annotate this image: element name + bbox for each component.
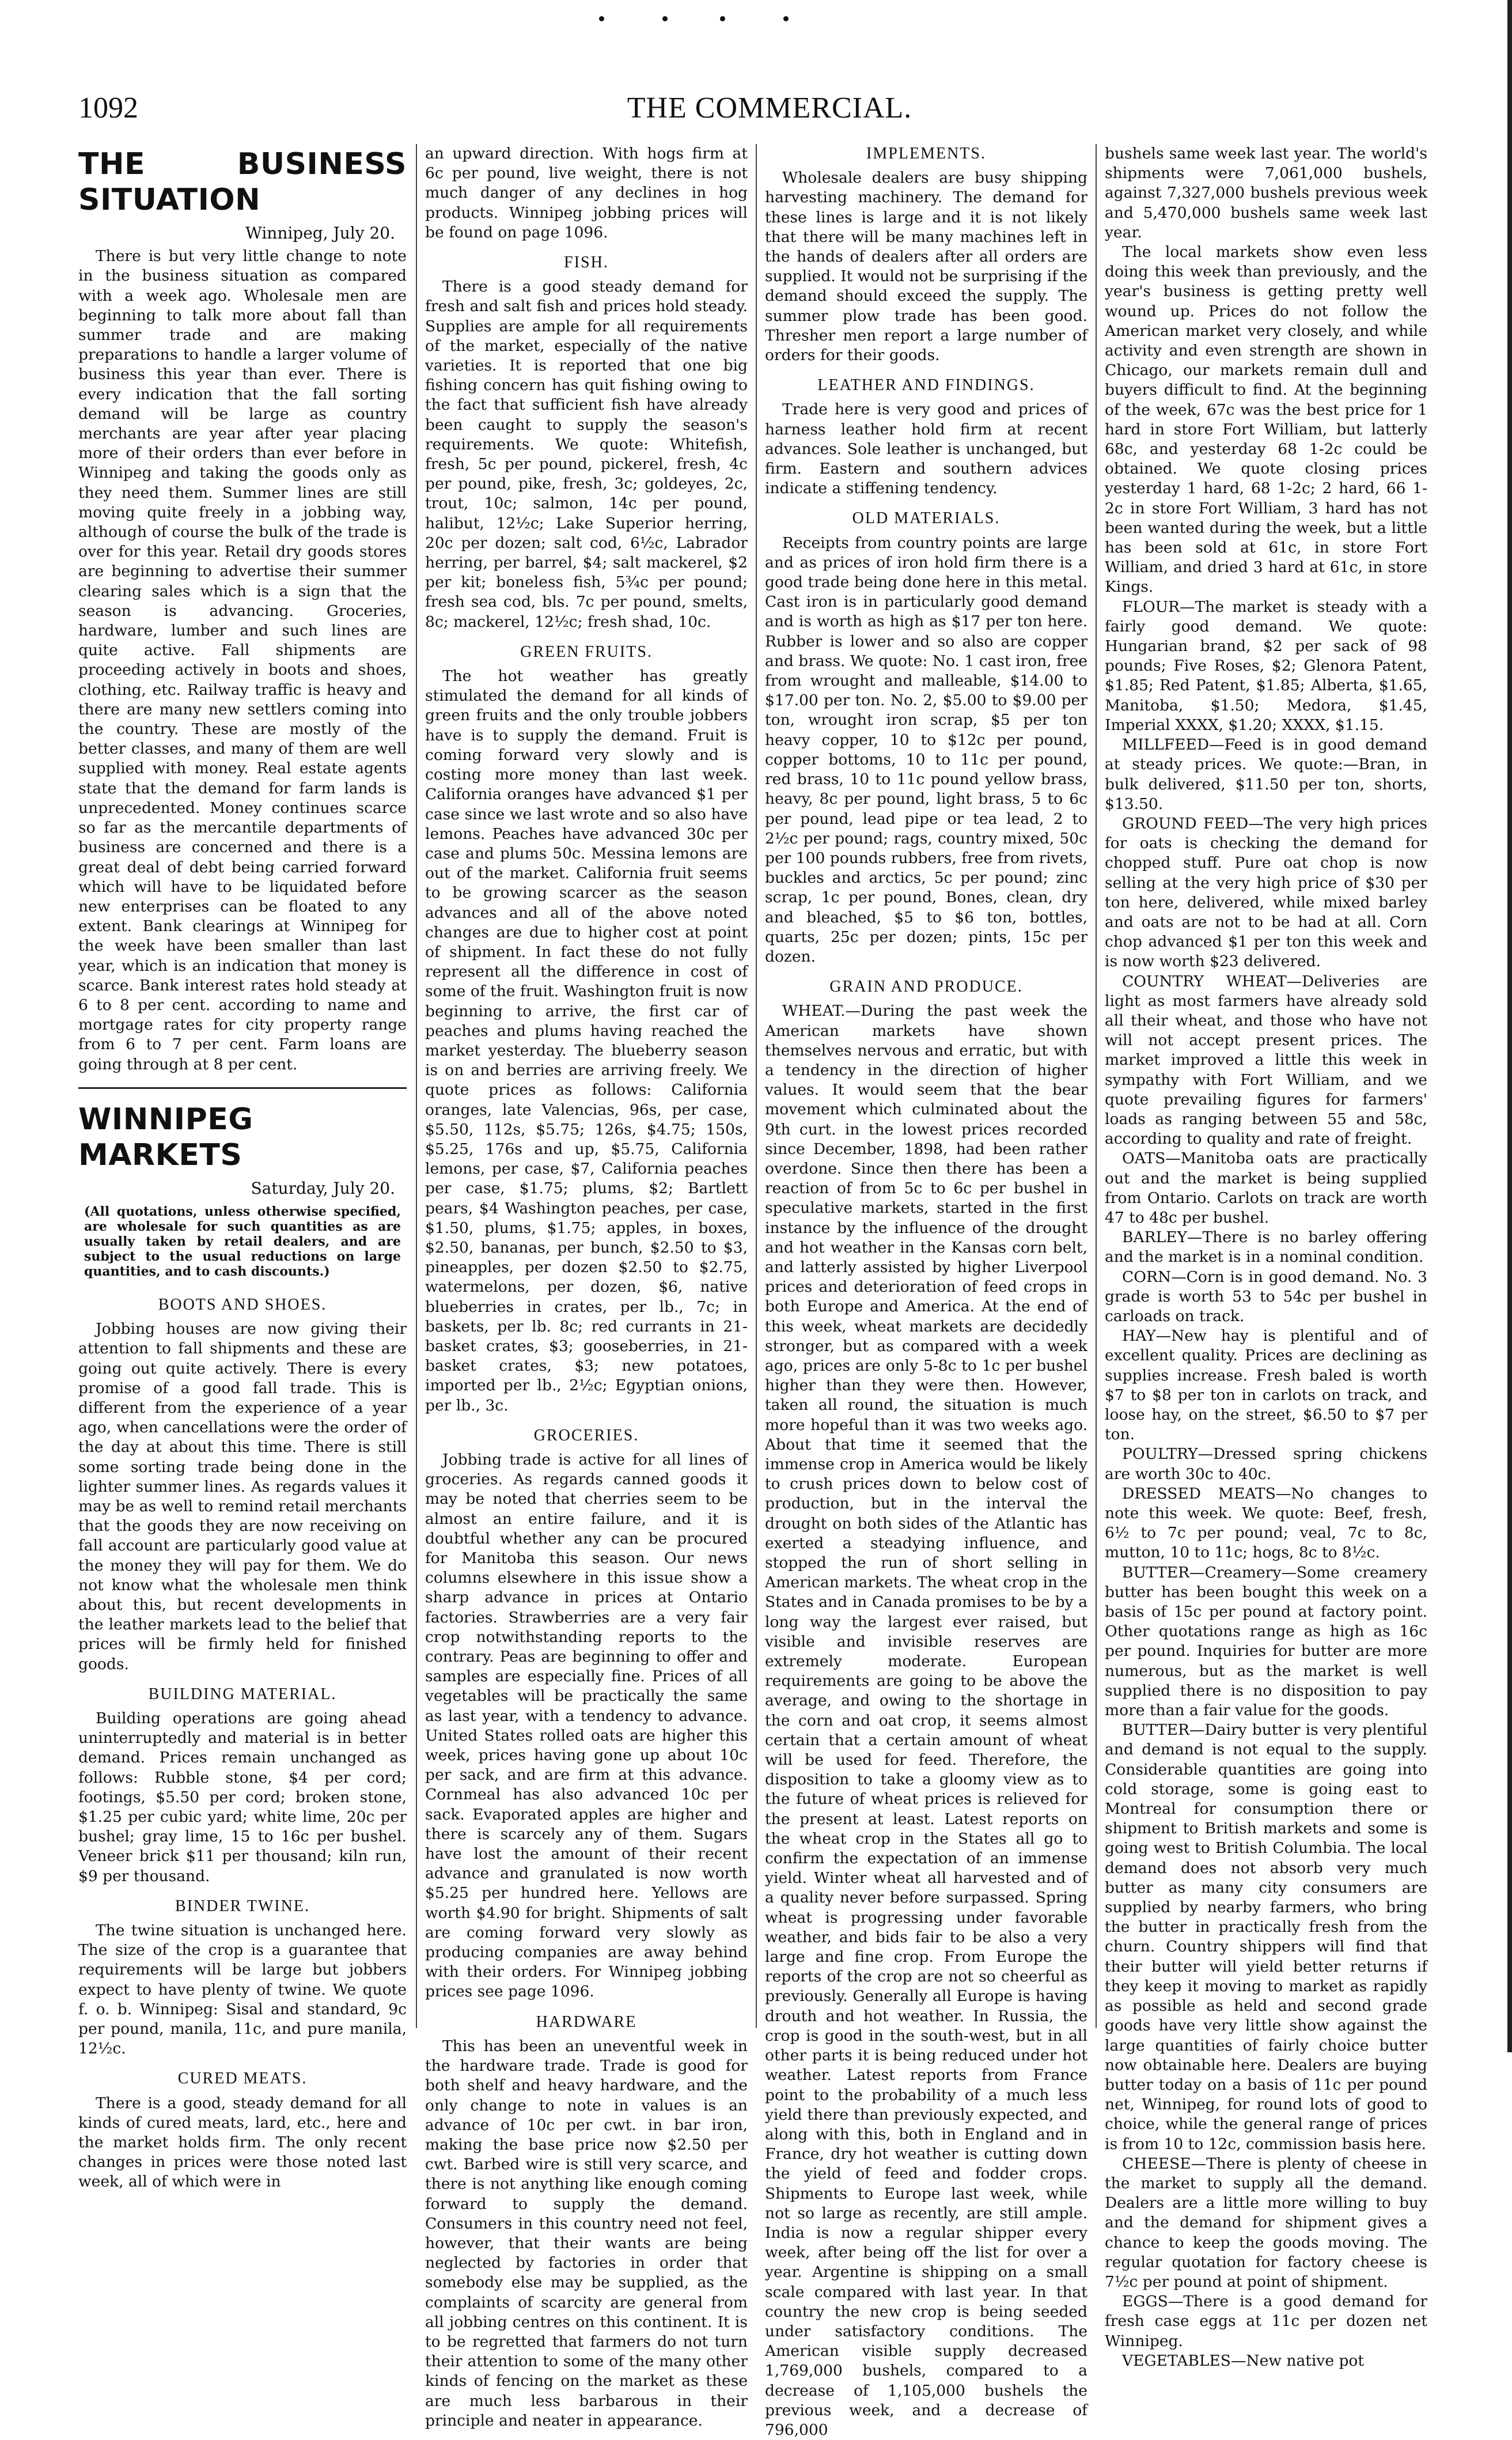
publication-title: THE COMMERCIAL. <box>627 92 912 124</box>
building-material-text: Building operations are going ahead uninterruptedly and material is in better demand. Prices remain unchanged as follows: Rubble stone, $4 per cord; footings, $5.50 per cord; broken stone, $1.25 per cubic yard; white lime, 20c per bushel; gray lime, 15 to 16c per bushel. Veneer brick $11 per thousand; kiln run, $9 per thousand. <box>78 1709 407 1885</box>
markets-dateline: Saturday, July 20. <box>251 1178 395 1198</box>
implements-heading: IMPLEMENTS. <box>866 145 986 162</box>
barley-text: BARLEY—There is no barley offering and the market is in a nominal condition. <box>1105 1228 1427 1266</box>
column-4 <box>1105 144 1427 2370</box>
leather-findings-heading: LEATHER AND FINDINGS. <box>817 376 1035 395</box>
section-rule <box>78 1087 407 1089</box>
business-situation-heading: THE BUSINESS SITUATION <box>78 147 407 217</box>
fish-text: There is a good steady demand for fresh and salt fish and prices hold steady. Supplies are ample for all requirements of the market, especially of the native varieties. It is reported that one big fishing concern has quit fishing owing to the fact that sufficient fish have already been caught to supply the season's requirements. We quote: Whitefish, fresh, 5c per pound, pickerel, fresh, 4c per pound, pike, fresh, 3c; goldeyes, 2c, trout, 10c; salmon, 14c per pound, halibut, 12½c; Lake Superior herring, 20c per dozen; salt cod, 6½c, Labrador herring, per barrel, $4; salt mackerel, $2 per kit; boneless fish, 5¾c per pound; fresh sea cod, bls. 7c per pound, smelts, 8c; mackerel, 12½c; fresh shad, 10c. <box>425 278 748 631</box>
cured-meats-continued: an upward direction. With hogs firm at 6c per pound, live weight, there is not much danger of any declines in hog products. Winnipeg jobbing prices will be found on page 1096. <box>425 145 748 241</box>
hay-text: HAY—New hay is plentiful and of excellent quality. Prices are declining as supplies increase. Fresh baled is worth $7 to $8 per ton in carlots on track, and loose hay, on the street, $6.50 to $7 per ton. <box>1105 1327 1427 1444</box>
green-fruits-heading: GREEN FRUITS. <box>520 642 653 661</box>
grain-produce-text: WHEAT.—During the past week the American markets have shown themselves nervous and erratic, but with a tendency in the direction of higher values. It would seem that the bear movement which culminated about the 9th curt. in the lowest prices recorded since December, 1898, had been rather overdone. Since then there has been a reaction of from 5c to 6c per bushel in speculative markets, started in the first instance by the influence of the drought and hot weather in the Kansas corn belt, and latterly assisted by higher Liverpool prices and deterioration of feed crops in both Europe and America. At the end of this week, wheat markets are decidedly stronger, but as compared with a week ago, prices are only 5-8c to 1c per bushel higher than they were then. However, taken all round, the situation is much more hopeful than it was two weeks ago. About that time it seemed that the immense crop in America would be likely to crush prices down to below cost of production, but in the interval the drought on both sides of the Atlantic has exerted a steadying influence, and stopped the run of short selling in American markets. The wheat crop in the States and in Canada promises to be by a long way the largest ever raised, but visible and invisible reserves are extremely moderate. European requirements are going to be above the average, and owing to the shortage in the corn and oat crop, it seems almost certain that a certain amount of wheat will be used for feed. Therefore, the disposition to take a gloomy view as to the future of wheat prices is relieved for the present at least. Latest reports on the wheat crop in the States all go to confirm the expectation of an immense yield. Winter wheat all harvested and of a quality never before surpassed. Spring wheat is progressing under favorable weather, and bids fair to be also a very large and fine crop. From Europe the reports of the crop are not so cheerful as previously. Generally all Europe is having drouth and hot weather. In Russia, the crop is good in the south-west, but in all other parts it is being reduced under hot weather. Latest reports from France point to the probability of a much less yield there than previously expected, and along with this, both in England and in France, dry hot weather is cutting down the yield of feed and fodder crops. Shipments to Europe last week, while not so large as recently, are still ample. India is now a regular shipper every week, after being off the list for over a year. Argentine is shipping on a small scale compared with last year. In that country the new crop is being seeded under satisfactory conditions. The American visible supply decreased 1,769,000 bushels, compared to a decrease of 1,105,000 bushels the previous week, and a decrease of 796,000 <box>765 1002 1087 2439</box>
building-material-heading: BUILDING MATERIAL. <box>148 1685 337 1703</box>
boots-shoes-heading: BOOTS AND SHOES. <box>158 1295 327 1314</box>
binder-twine-heading: BINDER TWINE. <box>175 1897 310 1915</box>
column-divider <box>1096 144 1097 2028</box>
green-fruits-text: The hot weather has greatly stimulated the demand for all kinds of green fruits and the only trouble jobbers have is to supply the demand. Fruit is coming forward very slowly and is costing more money than last week. California oranges have advanced $1 per case since we last wrote and so also have lemons. Peaches have advanced 30c per case and plums 50c. Messina lemons are out of the market. California fruit seems to be growing scarcer as the season advances and all of the above noted changes are due to higher cost at point of shipment. In fact these do not fully represent all the difference in cost of some of the fruit. Washington fruit is now beginning to arrive, the first car of peaches and plums having reached the market yesterday. The blueberry season is on and berries are arriving freely. We quote prices as follows: California oranges, late Valencias, 96s, per case, $5.50, 112s, $5.75; 126s, $4.75; 150s, $5.25, 176s and up, $5.75, California lemons, per case, $7, California peaches per case, $1.75; plums, $2; Bartlett pears, $4 Washington peaches, per case, $1.50, plums, $1.75; apples, in boxes, $2.50, bananas, per bunch, $2.50 to $3, pineapples, per dozen $2.50 to $2.75, watermelons, per dozen, $6, native blueberries in crates, per lb., 7c; in baskets, per lb. 8c; red currants in 21-basket crates, $3; gooseberries, in 21-basket crates, $3; new potatoes, imported per lb., 2½c; Egyptian onions, per lb., 3c. <box>425 667 748 1414</box>
groceries-text: Jobbing trade is active for all lines of groceries. As regards canned goods it may be noted that cherries seem to be almost an entire failure, and it is doubtful whether any can be procured for Manitoba this season. Our news columns elsewhere in this issue show a sharp advance in prices at Ontario factories. Strawberries are a very fair crop notwithstanding reports to the contrary. Peas are beginning to offer and samples are especially fine. Prices of all vegetables will be practically the same as last year, with a tendency to advance. United States rolled oats are higher this week, prices having gone up about 10c per sack, and are firm at this advance. Cornmeal has also advanced 10c per sack. Evaporated apples are higher and there is scarcely any of them. Sugars have lost the amount of their recent advance and granulated is now worth $5.25 per hundred here. Yellows are worth $4.90 for bright. Shipments of salt are coming forward very slowly as producing companies are away behind with their orders. For Winnipeg jobbing prices see page 1096. <box>425 1451 748 2001</box>
local-markets-text: The local markets show even less doing this week than previously, and the year's business is getting pretty well wound up. Prices do not follow the American market very closely, and while activity and even strength are shown in Chicago, our markets remain dull and buyers difficult to find. At the beginning of the week, 67c was the best price for 1 hard in store Fort William, but latterly 68c, and yesterday 68 1-2c could be obtained. We quote closing prices yesterday 1 hard, 68 1-2c; 2 hard, 66 1-2c in store Fort William, 3 hard has not been wanted during the week, but a little has been sold at 61c, in store Fort William, and dried 3 hard at 61c, in store Kings. <box>1105 243 1427 596</box>
groceries-heading: GROCERIES. <box>533 1426 639 1444</box>
top-specks <box>593 10 835 28</box>
grain-produce-heading: GRAIN AND PRODUCE. <box>829 978 1023 996</box>
column-2 <box>425 144 748 2430</box>
cured-meats-text: There is a good, steady demand for all kinds of cured meats, lard, etc., here and the market holds firm. The only recent changes in prices were those noted last week, all of which were in <box>78 2094 407 2191</box>
poultry-text: POULTRY—Dressed spring chickens are worth 30c to 40c. <box>1105 1445 1427 1483</box>
wheat-continued: bushels same week last year. The world's shipments were 7,061,000 bushels, against 7,327,000 bushels previous week and 5,470,000 bushels same week last year. <box>1105 145 1427 241</box>
ground-feed-text: GROUND FEED—The very high prices for oats is checking the demand for chopped stuff. Pure oat chop is now selling at the very high price of $30 per ton here, delivered, while mixed barley and oats are not to be had at all. Corn chop advanced $1 per ton this week and is now worth $23 delivered. <box>1105 814 1427 971</box>
column-3 <box>765 144 1087 2439</box>
leather-findings-text: Trade here is very good and prices of harness leather hold firm at recent advances. Sole leather is unchanged, but firm. Eastern and southern advices indicate a stiffening tendency. <box>765 400 1087 498</box>
quotations-note: (All quotations, unless otherwise specified, are wholesale for such quantities as are usually taken by retail dealers, and are subject to the usual reductions on large quantities, and to cash discounts.) <box>84 1204 401 1279</box>
flour-text: FLOUR—The market is steady with a fairly good demand. We quote: Hungarian brand, $2 per sack of 98 pounds; Five Roses, $2; Glenora Patent, $1.85; Red Patent, $1.85; Alberta, $1.65, Manitoba, $1.50; Medora, $1.45, Imperial XXXX, $1.20; XXXX, $1.15. <box>1105 597 1427 734</box>
business-dateline: Winnipeg, July 20. <box>245 224 395 243</box>
oats-text: OATS—Manitoba oats are practically out and the market is being supplied from Ontario. Carlots on track are worth 47 to 48c per bushel. <box>1105 1149 1427 1227</box>
millfeed-text: MILLFEED—Feed is in good demand at steady prices. We quote:—Bran, in bulk delivered, $11.50 per ton, shorts, $13.50. <box>1105 736 1427 813</box>
column-divider <box>416 144 417 2028</box>
cured-meats-heading: CURED MEATS. <box>177 2070 308 2088</box>
eggs-text: EGGS—There is a good demand for fresh case eggs at 11c per dozen net Winnipeg. <box>1105 2293 1427 2350</box>
old-materials-heading: OLD MATERIALS. <box>852 509 1001 528</box>
page-number: 1092 <box>78 92 138 124</box>
winnipeg-markets-heading: WINNIPEG MARKETS <box>78 1102 253 1172</box>
old-materials-text: Receipts from country points are large and as prices of iron hold firm there is a good trade being done here in this metal. Cast iron is in particularly good demand and is worth as high as $17 per ton here. Rubber is lower and so also are copper and brass. We quote: No. 1 cast iron, free from wrought and malleable, $14.00 to $17.00 per ton. No. 2, $5.00 to $9.00 per ton, wrought iron scrap, $5 per ton heavy copper, 10 to $12c per pound, copper bottoms, 10 to 11c per pound, red brass, 10 to 11c pound yellow brass, heavy, 8c per pound, light brass, 5 to 6c per pound, lead pipe or tea lead, 2 to 2½c per pound; rags, country mixed, 50c per 100 pounds rubbers, free from rivets, buckles and arctics, 5c per pound; zinc scrap, 1c per pound, Bones, clean, dry and bleached, $5 to $6 ton, bottles, quarts, 25c per dozen; pints, 15c per dozen. <box>765 534 1087 966</box>
page-header <box>78 91 1461 131</box>
hardware-text: This has been an uneventful week in the hardware trade. Trade is good for both shelf and heavy hardware, and the only change to note in values is an advance of 10c per cwt. in bar iron, making the base price now $2.50 per cwt. Barbed wire is still very scarce, and there is not anything like enough coming forward to supply the demand. Consumers in this country need not feel, however, that their wants are being neglected by factories in order that somebody else may be supplied, as the complaints of scarcity are general from all jobbing centres on this continent. It is to be regretted that farmers do not turn their attention to some of the many other kinds of fencing on the market as these are much less barbarous in their principle and neater in appearance. <box>425 2037 748 2430</box>
page-edge-shadow <box>1507 0 1512 2052</box>
corn-text: CORN—Corn is in good demand. No. 3 grade is worth 53 to 54c per bushel in carloads on track. <box>1105 1268 1427 1325</box>
hardware-heading: HARDWARE <box>536 2012 637 2031</box>
business-situation-text: There is but very little change to note in the business situation as compared with a week ago. Wholesale men are beginning to talk more about fall than summer trade and are making preparations to handle a larger volume of business this year than ever. There is every indication that the fall sorting demand will be large as country merchants are year after year placing more of their orders than ever before in Winnipeg and taking the goods only as they need them. Summer lines are still moving quite freely in a jobbing way, although of course the bulk of the trade is over for this year. Retail dry goods stores are beginning to advertise their summer clearing sales which is a sign that the season is advancing. Groceries, hardware, lumber and such lines are quite active. Fall shipments are proceeding actively in boots and shoes, clothing, etc. Railway traffic is heavy and there are many new settlers coming into the country. These are mostly of the better classes, and many of them are well supplied with money. Real estate agents state that the demand for farm lands is unprecedented. Money continues scarce so far as the mercantile departments of business are concerned and there is a great deal of debt being carried forward which will have to be liquidated before new enterprises can be floated to any extent. Bank clearings at Winnipeg for the week have been smaller than last year, which is an indication that money is scarce. Bank interest rates hold steady at 6 to 8 per cent. according to name and mortgage rates for city property range from 6 to 7 per cent. Farm loans are going through at 8 per cent. <box>78 247 407 1073</box>
dairy-butter-text: BUTTER—Dairy butter is very plentiful and demand is not equal to the supply. Considerable quantities are going into cold storage, some is going east to Montreal for consumption there or shipment to British markets and some is going west to British Columbia. The local demand does not absorb very much butter as many city consumers are supplied by nearby farmers, who bring the butter in practically fresh from the churn. Country shippers will find that their butter will yield better returns if they keep it moving to market as rapidly as possible as held and second grade goods have very little show against the large quantities of fairly choice butter now obtainable here. Dealers are buying butter today on a basis of 11c per pound net, Winnipeg, for round lots of good to choice, while the general range of prices is from 10 to 12c, commission basis here. <box>1105 1721 1427 2153</box>
binder-twine-text: The twine situation is unchanged here. The size of the crop is a guarantee that requirements will be large but jobbers expect to have plenty of twine. We quote f. o. b. Winnipeg: Sisal and standard, 9c per pound, manila, 11c, and pure manila, 12½c. <box>78 1921 407 2058</box>
boots-shoes-text: Jobbing houses are now giving their attention to fall shipments and these are going out quite actively. There is every promise of a good fall trade. This is different from the experience of a year ago, when cancellations were the order of the day at about this time. There is still some sorting trade being done in the lighter summer lines. As regards values it may be as well to remind retail merchants that the goods they are now receiving on fall account are particularly good value at the money they will pay for them. We do not know what the wholesale men think about this, but recent developments in the leather markets lead to the belief that prices will be firmly held for finished goods. <box>78 1320 407 1673</box>
column-divider <box>756 144 757 2028</box>
country-wheat-text: COUNTRY WHEAT—Deliveries are light as most farmers have already sold all their wheat, and those who have not will not accept present prices. The market improved a little this week in sympathy with Fort William, and we quote prevailing figures for farmers' loads as ranging between 55 and 58c, according to quality and rate of freight. <box>1105 972 1427 1148</box>
fish-heading: FISH. <box>564 254 609 272</box>
dressed-meats-text: DRESSED MEATS—No changes to note this week. We quote: Beef, fresh, 6½ to 7c per pound; veal, 7c to 8c, mutton, 10 to 11c; hogs, 8c to 8½c. <box>1105 1484 1427 1562</box>
creamery-butter-text: BUTTER—Creamery—Some creamery butter has been bought this week on a basis of 15c per pound at factory point. Other quotations range as high as 16c per pound. Inquiries for butter are more numerous, but as the market is well supplied there is no disposition to pay more than a fair value for the goods. <box>1105 1563 1427 1720</box>
column-1 <box>78 144 407 2191</box>
implements-text: Wholesale dealers are busy shipping harvesting machinery. The demand for these lines is large and it is not likely that there will be many machines left in the hands of dealers after all orders are supplied. It would not be surprising if the demand should exceed the supply. The summer plow trade has been good. Thresher men report a large number of orders for their goods. <box>765 169 1087 365</box>
cheese-text: CHEESE—There is plenty of cheese in the market to supply all the demand. Dealers are a little more willing to buy and the demand for shipment gives a chance to keep the goods moving. The regular quotation for factory cheese is 7½c per pound at point of shipment. <box>1105 2154 1427 2291</box>
vegetables-text: VEGETABLES—New native pot <box>1122 2351 1365 2370</box>
